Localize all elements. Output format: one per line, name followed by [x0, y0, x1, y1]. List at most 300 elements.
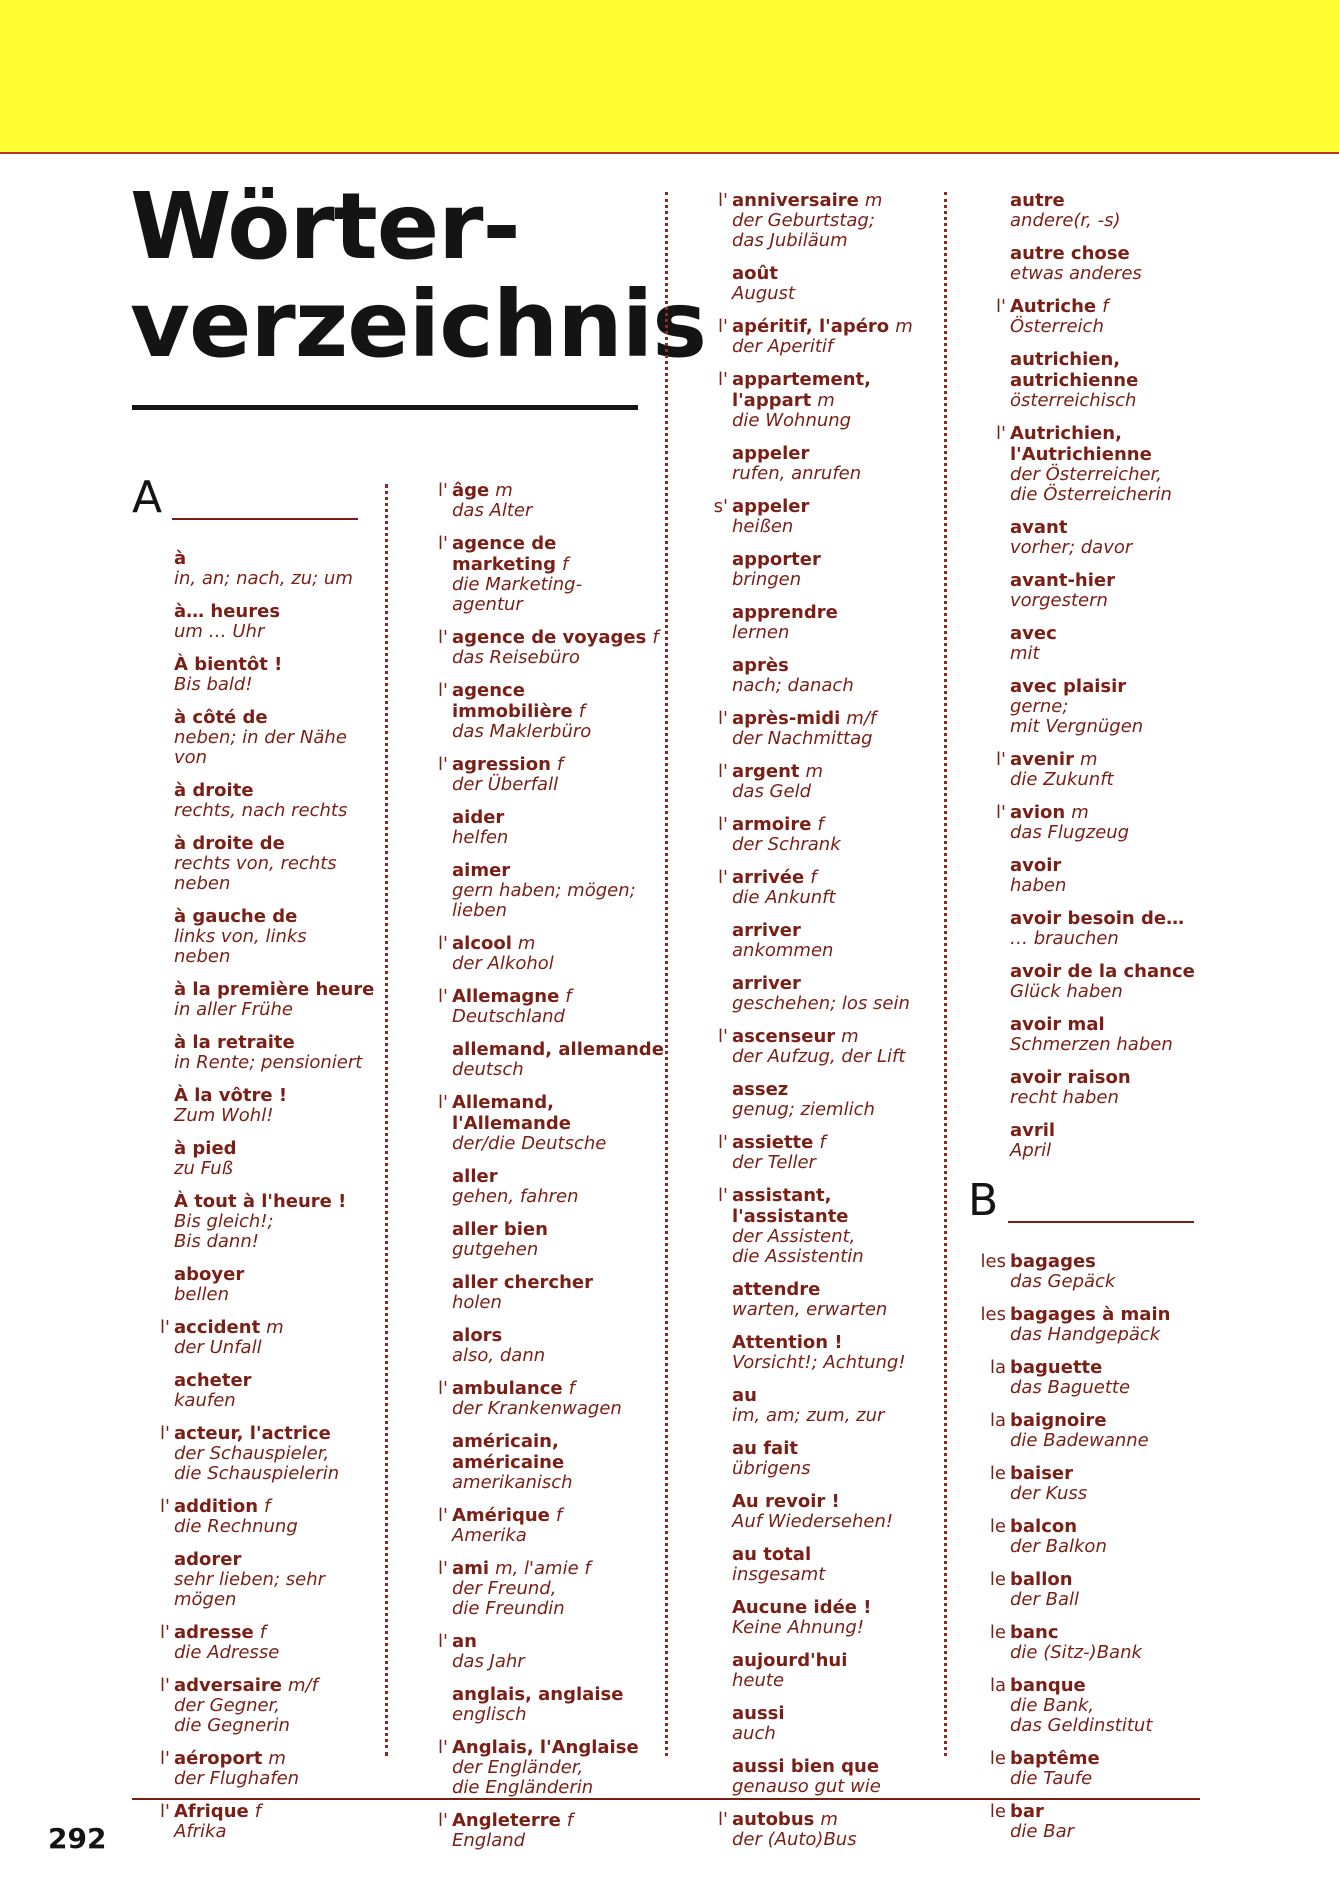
- entry-article: l': [438, 1505, 448, 1526]
- entry-french-text: argent: [732, 761, 800, 782]
- glossary-entry: [410, 480, 660, 521]
- entry-german-translation: der Unfall: [174, 1337, 262, 1358]
- entry-french-text: après-midi: [732, 708, 841, 729]
- entry-german-translation: Schmerzen haben: [1010, 1034, 1173, 1055]
- entry-french-text: bagages: [1010, 1251, 1096, 1272]
- entry-french-term: [1010, 1067, 1218, 1088]
- entry-article: l': [438, 627, 448, 648]
- entry-french-term: [1010, 623, 1218, 644]
- glossary-entry: [410, 1737, 660, 1798]
- entry-french-text: aider: [452, 807, 505, 828]
- entry-french-text: aller chercher: [452, 1272, 593, 1293]
- entry-french-text: à droite de: [174, 833, 285, 854]
- entry-german-translation: der Schauspieler,: [174, 1443, 330, 1464]
- entry-french-term: [174, 1801, 382, 1822]
- entry-french-text: agence: [452, 680, 525, 701]
- entry-article: l': [718, 1809, 728, 1830]
- entry-german-translation: nach; danach: [732, 675, 854, 696]
- entry-french-term: [732, 1385, 940, 1406]
- section-heading: [968, 1173, 1218, 1229]
- entry-french-term: [732, 1332, 940, 1353]
- entry-french-text: aller bien: [452, 1219, 548, 1240]
- entry-french-term: [1010, 296, 1218, 317]
- glossary-entry: [690, 1185, 940, 1267]
- glossary-entry: [410, 860, 660, 921]
- entry-french-text: attendre: [732, 1279, 821, 1300]
- entry-german-translation: haben: [1010, 875, 1067, 896]
- entry-german-translation: die Assistentin: [732, 1246, 864, 1267]
- entry-french-term: [732, 1206, 940, 1227]
- entry-french-term: [174, 780, 382, 801]
- entry-french-text: Autriche: [1010, 296, 1097, 317]
- entry-article: la: [989, 1410, 1006, 1431]
- entry-german-translation: bellen: [174, 1284, 229, 1305]
- entry-article: la: [989, 1357, 1006, 1378]
- glossary-entry: [690, 1332, 940, 1373]
- entry-german-translation: die Engländerin: [452, 1777, 594, 1798]
- entry-french-text: assiette: [732, 1132, 814, 1153]
- entry-gender: f: [578, 701, 586, 722]
- entry-german-translation: Zum Wohl!: [174, 1105, 274, 1126]
- entry-german-translation: die Adresse: [174, 1642, 280, 1663]
- entry-article: l': [996, 749, 1006, 770]
- entry-french-term: [732, 1438, 940, 1459]
- entry-german-translation: vorgestern: [1010, 590, 1108, 611]
- entry-french-text: baptême: [1010, 1748, 1100, 1769]
- entry-french-text: Anglais, l'Anglaise: [452, 1737, 639, 1758]
- glossary-entry: [690, 1756, 940, 1797]
- entry-article: l': [438, 1092, 448, 1113]
- entry-french-text: anglais, anglaise: [452, 1684, 624, 1705]
- entry-french-text: à la retraite: [174, 1032, 295, 1053]
- entry-french-term: [174, 1622, 382, 1643]
- entry-french-text: l'assistante: [732, 1206, 849, 1227]
- entry-article: l': [718, 369, 728, 390]
- glossary-entry: [132, 1801, 382, 1842]
- entry-german-translation: geschehen; los sein: [732, 993, 910, 1014]
- entry-gender: f: [264, 1496, 271, 1517]
- glossary-entry: [968, 1463, 1218, 1504]
- entry-french-text: avenir: [1010, 749, 1074, 770]
- glossary-entry: [690, 1809, 940, 1850]
- entry-french-term: [452, 1737, 660, 1758]
- entry-article: l': [438, 933, 448, 954]
- entry-article: l': [996, 802, 1006, 823]
- glossary-entry: [132, 1085, 382, 1126]
- glossary-entry: [132, 780, 382, 821]
- entry-french-term: [732, 602, 940, 623]
- glossary-entry: [410, 1684, 660, 1725]
- entry-french-text: acteur, l'actrice: [174, 1423, 331, 1444]
- entry-german-translation: rufen, anrufen: [732, 463, 862, 484]
- entry-french-text: allemand, allemande: [452, 1039, 664, 1060]
- entry-german-translation: das Flugzeug: [1010, 822, 1130, 843]
- entry-french-term: [1010, 749, 1218, 770]
- entry-french-text: américain,: [452, 1431, 559, 1452]
- entry-french-text: ballon: [1010, 1569, 1073, 1590]
- entry-french-text: à: [174, 548, 187, 569]
- entry-french-text: banc: [1010, 1622, 1059, 1643]
- glossary-column-3: [690, 190, 940, 1862]
- entry-article: l': [718, 1026, 728, 1047]
- entry-article: la: [989, 1675, 1006, 1696]
- glossary-entry: [410, 933, 660, 974]
- entry-german-translation: das Alter: [452, 500, 533, 521]
- entry-french-term: [174, 1370, 382, 1391]
- entry-french-text: ambulance: [452, 1378, 563, 1399]
- glossary-entry: [690, 1132, 940, 1173]
- entry-german-translation: das Jahr: [452, 1651, 525, 1672]
- glossary-column-2: [410, 480, 664, 1863]
- entry-french-term: [732, 1079, 940, 1100]
- glossary-entry: [690, 1703, 940, 1744]
- entry-french-term: [452, 1810, 660, 1831]
- entry-french-text: avoir mal: [1010, 1014, 1105, 1035]
- entry-gender: f: [556, 754, 564, 775]
- entry-gender: f: [555, 1505, 563, 1526]
- entry-french-term: [174, 1748, 382, 1769]
- entry-french-term: [732, 867, 940, 888]
- entry-french-text: autobus: [732, 1809, 815, 1830]
- entry-article: le: [989, 1748, 1006, 1769]
- entry-french-text: adversaire: [174, 1675, 282, 1696]
- entry-french-term: [452, 1631, 660, 1652]
- entry-french-text: avoir raison: [1010, 1067, 1131, 1088]
- entry-french-text: banque: [1010, 1675, 1086, 1696]
- entry-german-translation: genauso gut wie: [732, 1776, 881, 1797]
- glossary-entry: [968, 1748, 1218, 1789]
- entry-french-term: [1010, 1357, 1218, 1378]
- entry-french-text: assistant,: [732, 1185, 832, 1206]
- column-separator: [944, 192, 947, 1756]
- entry-french-text: ascenseur: [732, 1026, 836, 1047]
- entry-french-term: [732, 316, 940, 337]
- entry-german-translation: neben: [174, 873, 231, 894]
- entry-german-translation: gutgehen: [452, 1239, 539, 1260]
- entry-french-text: à pied: [174, 1138, 237, 1159]
- entry-german-translation: Bis bald!: [174, 674, 253, 695]
- glossary-entry: [690, 867, 940, 908]
- entry-gender: f: [1102, 296, 1109, 317]
- entry-french-text: agence de voyages: [452, 627, 647, 648]
- entry-french-term: [174, 1317, 382, 1338]
- entry-article: s': [713, 496, 728, 517]
- entry-article: le: [989, 1801, 1006, 1822]
- entry-article: l': [996, 423, 1006, 444]
- entry-article: l': [718, 190, 728, 211]
- entry-article: l': [160, 1317, 170, 1338]
- entry-article: l': [718, 867, 728, 888]
- glossary-entry: [690, 263, 940, 304]
- entry-french-text: avril: [1010, 1120, 1056, 1141]
- entry-french-text: balcon: [1010, 1516, 1078, 1537]
- glossary-entry: [410, 1558, 660, 1619]
- entry-french-text: Autrichien,: [1010, 423, 1122, 444]
- entry-french-text: autre: [1010, 190, 1065, 211]
- entry-french-term: [1010, 517, 1218, 538]
- glossary-entry: [690, 443, 940, 484]
- glossary-entry: [132, 1496, 382, 1537]
- entry-german-translation: holen: [452, 1292, 502, 1313]
- entry-french-term: [732, 1597, 940, 1618]
- entry-article: l': [160, 1622, 170, 1643]
- entry-article: l': [160, 1496, 170, 1517]
- entry-gender: m: [895, 316, 913, 337]
- entry-german-translation: Österreich: [1010, 316, 1104, 337]
- glossary-entry: [132, 1370, 382, 1411]
- entry-german-translation: der Balkon: [1010, 1536, 1107, 1557]
- glossary-entry: [132, 1138, 382, 1179]
- glossary-entry: [410, 1039, 664, 1080]
- entry-french-term: [1010, 908, 1218, 929]
- glossary-entry: [132, 601, 382, 642]
- entry-german-translation: sehr lieben; sehr: [174, 1569, 326, 1590]
- entry-german-translation: in, an; nach, zu; um: [174, 568, 353, 589]
- entry-french-text: À bientôt !: [174, 654, 283, 675]
- entry-gender: m: [1071, 802, 1089, 823]
- entry-french-text: au total: [732, 1544, 812, 1565]
- glossary-entry: [968, 1569, 1218, 1610]
- section-rule: [172, 518, 358, 520]
- entry-german-translation: April: [1010, 1140, 1052, 1161]
- entry-german-translation: der Schrank: [732, 834, 841, 855]
- entry-french-text: l'Allemande: [452, 1113, 571, 1134]
- entry-french-term: [174, 833, 382, 854]
- entry-french-text: Aucune idée !: [732, 1597, 872, 1618]
- entry-german-translation: lernen: [732, 622, 790, 643]
- entry-french-term: [452, 1325, 660, 1346]
- glossary-entry: [690, 814, 940, 855]
- entry-french-term: [452, 554, 660, 575]
- glossary-entry: [410, 754, 660, 795]
- entry-german-translation: neben: [174, 946, 231, 967]
- entry-french-term: [1010, 423, 1218, 444]
- entry-french-text: baignoire: [1010, 1410, 1107, 1431]
- entry-french-text: À tout à l'heure !: [174, 1191, 347, 1212]
- entry-french-term: [1010, 1516, 1218, 1537]
- glossary-entry: [690, 369, 940, 431]
- entry-french-term: [174, 601, 382, 622]
- entry-gender: m: [517, 933, 536, 954]
- entry-french-text: après: [732, 655, 789, 676]
- glossary-entry: [968, 296, 1218, 337]
- entry-french-text: appeler: [732, 443, 810, 464]
- entry-article: les: [980, 1251, 1006, 1272]
- glossary-entry: [968, 570, 1218, 611]
- entry-german-translation: der (Auto)Bus: [732, 1829, 857, 1850]
- glossary-entry: [968, 908, 1218, 949]
- entry-german-translation: der Engländer,: [452, 1757, 584, 1778]
- entry-french-text: avec: [1010, 623, 1057, 644]
- entry-german-translation: links von, links: [174, 926, 307, 947]
- entry-french-term: [452, 1684, 660, 1705]
- glossary-entry: [968, 802, 1218, 843]
- entry-german-translation: der Ball: [1010, 1589, 1080, 1610]
- glossary-entry: [968, 1067, 1218, 1108]
- glossary-entry: [690, 920, 940, 961]
- entry-french-term: [732, 1703, 940, 1724]
- glossary-entry: [410, 1505, 660, 1546]
- entry-french-term: [174, 1264, 382, 1285]
- entry-french-text: américaine: [452, 1452, 565, 1473]
- entry-german-translation: die Zukunft: [1010, 769, 1114, 790]
- entry-french-term: [1010, 349, 1218, 370]
- entry-gender: f: [259, 1622, 267, 1643]
- glossary-entry: [968, 1014, 1218, 1055]
- entry-french-text: armoire: [732, 814, 812, 835]
- entry-gender: m/f: [846, 708, 877, 729]
- glossary-entry: [132, 1317, 382, 1358]
- entry-gender: f: [254, 1801, 262, 1822]
- entry-article: l': [718, 708, 728, 729]
- glossary-entry: [410, 1431, 660, 1493]
- entry-french-text: accident: [174, 1317, 261, 1338]
- entry-german-translation: andere(r, -s): [1010, 210, 1121, 231]
- entry-french-term: [452, 627, 660, 648]
- entry-german-translation: genug; ziemlich: [732, 1099, 875, 1120]
- entry-german-translation: der Aperitif: [732, 336, 834, 357]
- entry-german-translation: um … Uhr: [174, 621, 265, 642]
- entry-french-text: aéroport: [174, 1748, 263, 1769]
- entry-french-term: [1010, 570, 1218, 591]
- glossary-entry: [968, 243, 1218, 284]
- entry-french-term: [452, 1378, 660, 1399]
- entry-article: l': [438, 480, 448, 501]
- entry-french-text: apporter: [732, 549, 821, 570]
- entry-gender: f: [566, 1810, 574, 1831]
- entry-german-translation: das Reisebüro: [452, 647, 580, 668]
- entry-french-text: Attention !: [732, 1332, 843, 1353]
- entry-french-text: autre chose: [1010, 243, 1130, 264]
- entry-french-text: Afrique: [174, 1801, 249, 1822]
- entry-gender: m: [805, 761, 824, 782]
- entry-french-term: [732, 496, 940, 517]
- entry-french-text: à… heures: [174, 601, 281, 622]
- entry-french-text: avoir de la chance: [1010, 961, 1195, 982]
- column-separator: [665, 192, 668, 1756]
- entry-german-translation: zu Fuß: [174, 1158, 233, 1179]
- entry-gender: f: [565, 986, 572, 1007]
- entry-french-text: avant-hier: [1010, 570, 1115, 591]
- entry-gender: m: [817, 390, 835, 411]
- glossary-entry: [968, 1801, 1218, 1842]
- entry-french-term: [732, 761, 940, 782]
- glossary-entry: [968, 1516, 1218, 1557]
- entry-german-translation: der Aufzug, der Lift: [732, 1046, 906, 1067]
- entry-german-translation: die Taufe: [1010, 1768, 1093, 1789]
- entry-german-translation: der Kuss: [1010, 1483, 1088, 1504]
- entry-german-translation: der Gegner,: [174, 1695, 281, 1716]
- entry-german-translation: der Nachmittag: [732, 728, 873, 749]
- glossary-entry: [690, 655, 940, 696]
- entry-gender: m: [864, 190, 883, 211]
- glossary-entry: [132, 833, 382, 894]
- entry-french-term: [452, 1113, 660, 1134]
- entry-french-term: [1010, 1304, 1218, 1325]
- entry-article: l': [438, 1558, 448, 1579]
- entry-french-term: [1010, 855, 1218, 876]
- entry-gender: f: [561, 554, 569, 575]
- entry-german-translation: Bis dann!: [174, 1231, 259, 1252]
- entry-french-text: immobilière: [452, 701, 573, 722]
- entry-german-translation: rechts, nach rechts: [174, 800, 348, 821]
- glossary-entry: [410, 807, 660, 848]
- entry-french-text: avion: [1010, 802, 1066, 823]
- entry-german-translation: die Schauspielerin: [174, 1463, 340, 1484]
- entry-french-text: avant: [1010, 517, 1068, 538]
- entry-french-text: an: [452, 1631, 477, 1652]
- entry-german-translation: heißen: [732, 516, 794, 537]
- entry-french-term: [1010, 1410, 1218, 1431]
- glossary-column-1: [132, 470, 382, 1854]
- header-band: [0, 0, 1339, 154]
- entry-article: l': [160, 1423, 170, 1444]
- entry-gender: m, l'amie f: [495, 1558, 591, 1579]
- entry-french-text: arrivée: [732, 867, 805, 888]
- section-rule: [1008, 1221, 1194, 1223]
- entry-french-text: l'appart: [732, 390, 812, 411]
- entry-french-term: [1010, 961, 1218, 982]
- entry-french-term: [1010, 1120, 1218, 1141]
- entry-french-text: appartement,: [732, 369, 871, 390]
- entry-german-translation: der Alkohol: [452, 953, 554, 974]
- entry-french-term: [1010, 1748, 1218, 1769]
- entry-german-translation: warten, erwarten: [732, 1299, 888, 1320]
- entry-french-term: [174, 1549, 382, 1570]
- entry-french-text: août: [732, 263, 778, 284]
- entry-article: l': [996, 296, 1006, 317]
- entry-french-term: [452, 1092, 660, 1113]
- entry-german-translation: mögen: [174, 1589, 237, 1610]
- entry-german-translation: das Gepäck: [1010, 1271, 1116, 1292]
- entry-gender: f: [652, 627, 659, 648]
- glossary-entry: [690, 1491, 940, 1532]
- entry-french-text: aboyer: [174, 1264, 245, 1285]
- entry-article: l': [438, 754, 448, 775]
- glossary-entry: [690, 1438, 940, 1479]
- entry-french-term: [452, 933, 660, 954]
- entry-french-term: [732, 655, 940, 676]
- entry-french-term: [452, 701, 660, 722]
- entry-french-term: [174, 1675, 382, 1696]
- page-title-line-1: Wörter-: [130, 173, 520, 280]
- entry-german-translation: die (Sitz-)Bank: [1010, 1642, 1142, 1663]
- glossary-entry: [690, 1544, 940, 1585]
- entry-french-term: [732, 1491, 940, 1512]
- entry-german-translation: deutsch: [452, 1059, 524, 1080]
- glossary-entry: [410, 627, 660, 668]
- entry-french-text: l'Autrichienne: [1010, 444, 1152, 465]
- entry-french-term: [452, 1452, 660, 1473]
- glossary-entry: [690, 1597, 940, 1638]
- glossary-entry: [968, 1304, 1218, 1345]
- glossary-entry: [968, 1675, 1218, 1736]
- entry-french-text: addition: [174, 1496, 259, 1517]
- entry-article: l': [438, 1631, 448, 1652]
- entry-french-text: alors: [452, 1325, 503, 1346]
- entry-french-text: alcool: [452, 933, 512, 954]
- entry-german-translation: die Gegnerin: [174, 1715, 290, 1736]
- glossary-entry: [690, 190, 940, 251]
- entry-french-text: apprendre: [732, 602, 838, 623]
- entry-french-text: acheter: [174, 1370, 252, 1391]
- entry-german-translation: gern haben; mögen;: [452, 880, 636, 901]
- glossary-entry: [968, 1410, 1218, 1451]
- page-number: 292: [48, 1822, 107, 1855]
- entry-german-translation: lieben: [452, 900, 507, 921]
- entry-gender: f: [817, 814, 824, 835]
- entry-french-term: [174, 1138, 382, 1159]
